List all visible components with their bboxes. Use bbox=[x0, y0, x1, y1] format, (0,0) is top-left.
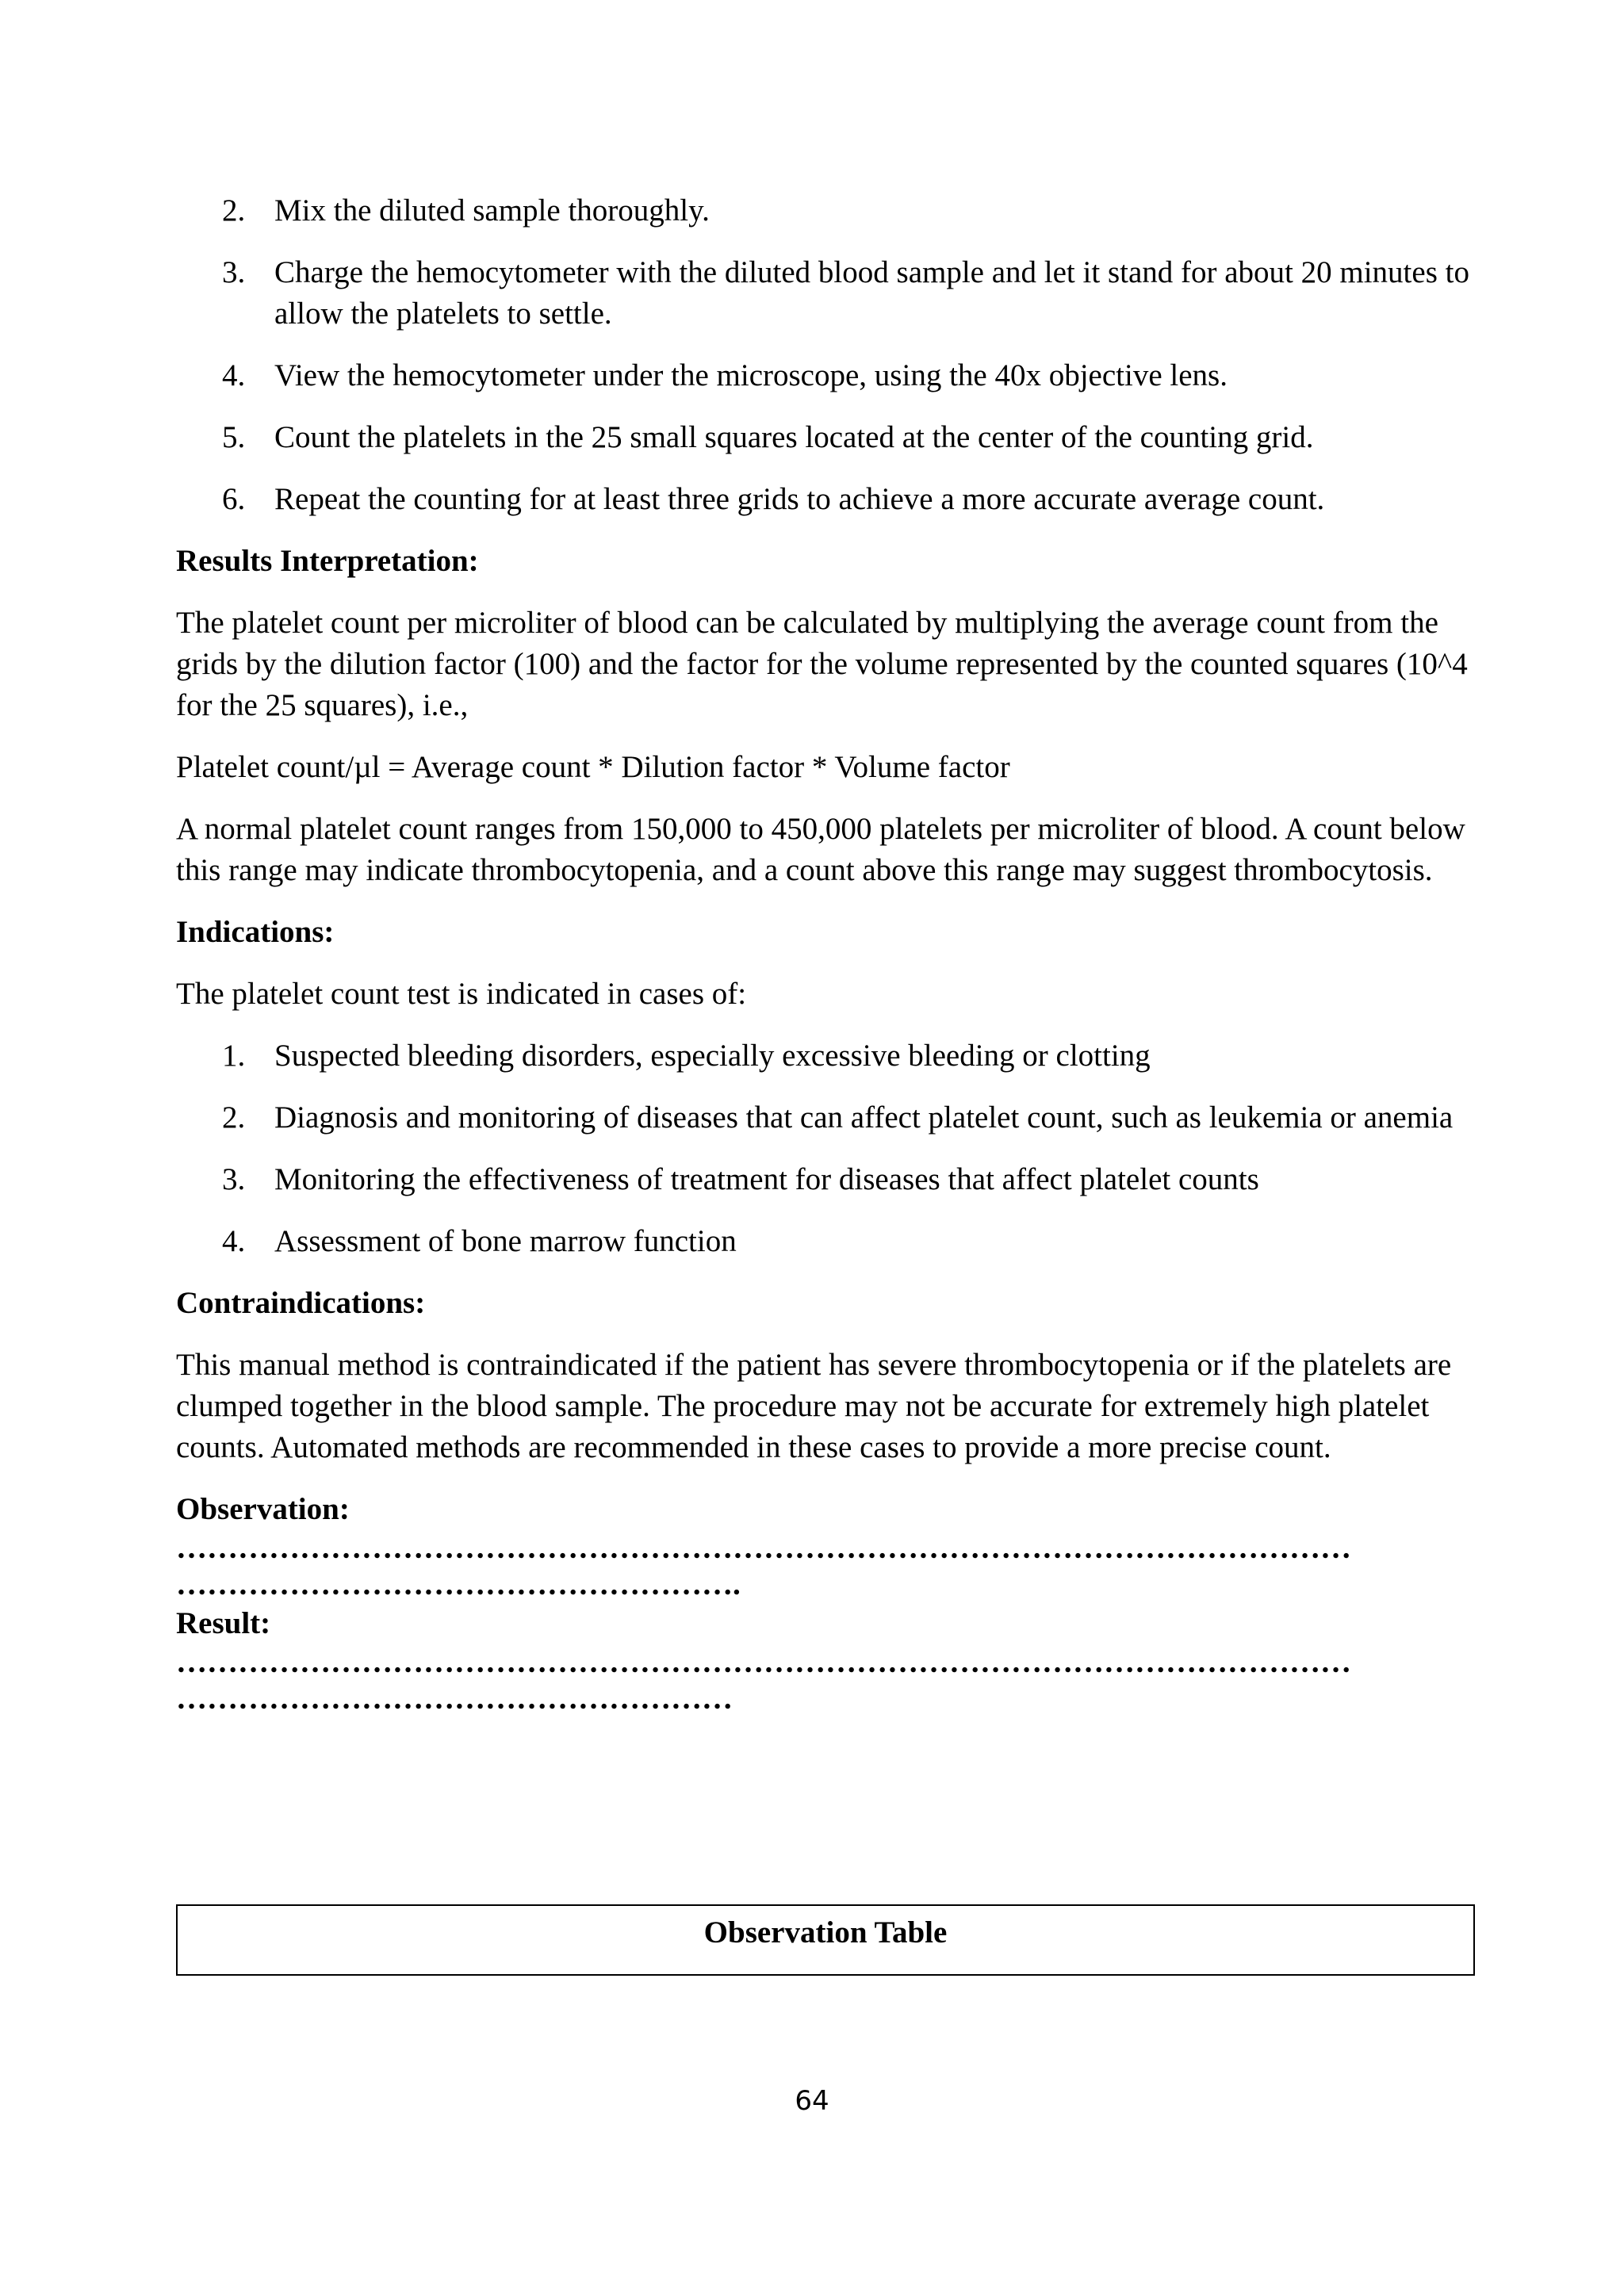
list-item bbox=[176, 1035, 1477, 1077]
contraindications-heading: Contraindications: bbox=[176, 1286, 426, 1320]
list-text: View the hemocytometer under the microscope, using the 40x objective lens. bbox=[274, 358, 1228, 392]
list-item bbox=[176, 1159, 1477, 1200]
list-number: 2. bbox=[222, 1100, 246, 1135]
observation-dotted-line: ………………………………………………. bbox=[176, 1567, 741, 1601]
list-text: Repeat the counting for at least three grids to achieve a more accurate average count. bbox=[274, 482, 1325, 516]
observation-table bbox=[176, 1904, 1475, 1976]
list-text: Diagnosis and monitoring of diseases that can affect platelet count, such as leukemia or anemia bbox=[274, 1100, 1454, 1135]
result-dotted-line: ……………………………………………… bbox=[176, 1682, 733, 1716]
indications-intro: The platelet count test is indicated in cases of: bbox=[176, 977, 747, 1011]
list-number: 4. bbox=[222, 358, 246, 392]
observation-dotted-line: …………………………………………………………………………………………………… bbox=[176, 1531, 1351, 1565]
list-text: Assessment of bone marrow function bbox=[274, 1224, 737, 1258]
observation-table-title: Observation Table bbox=[703, 1915, 948, 1950]
list-number: 3. bbox=[222, 255, 246, 289]
results-interpretation-heading: Results Interpretation: bbox=[176, 544, 479, 578]
list-text: Monitoring the effectiveness of treatment for diseases that affect platelet counts bbox=[274, 1162, 1259, 1196]
indications-list bbox=[176, 1035, 1477, 1262]
list-number: 5. bbox=[222, 420, 246, 454]
page-content bbox=[176, 190, 1477, 1717]
results-interpretation-paragraph: The platelet count per microliter of blood can be calculated by multiplying the average count from the grids by the dilution factor (100) and the factor for the volume represented by the counted squares (10^4 for the 25 squares), i.e., bbox=[176, 606, 1468, 722]
observation-heading: Observation: bbox=[176, 1492, 350, 1526]
result-heading: Result: bbox=[176, 1606, 271, 1640]
list-item bbox=[176, 355, 1477, 396]
page-number: 64 bbox=[795, 2085, 829, 2117]
list-number: 3. bbox=[222, 1162, 246, 1196]
list-number: 6. bbox=[222, 482, 246, 516]
list-text: Suspected bleeding disorders, especially excessive bleeding or clotting bbox=[274, 1039, 1151, 1073]
normal-range-paragraph: A normal platelet count ranges from 150,000 to 450,000 platelets per microliter of blood. A count below this range may indicate thrombocytopenia, and a count above this range may suggest thrombocytosis. bbox=[176, 812, 1465, 887]
list-item bbox=[176, 190, 1477, 232]
list-number: 4. bbox=[222, 1224, 246, 1258]
result-dotted-line: …………………………………………………………………………………………………… bbox=[176, 1645, 1351, 1679]
list-item bbox=[176, 417, 1477, 458]
list-text: Count the platelets in the 25 small squares located at the center of the counting grid. bbox=[274, 420, 1314, 454]
procedure-steps-list bbox=[176, 190, 1477, 520]
list-item bbox=[176, 479, 1477, 520]
list-item bbox=[176, 1221, 1477, 1262]
platelet-count-formula: Platelet count/µl = Average count * Dilution factor * Volume factor bbox=[176, 750, 1010, 784]
list-number: 2. bbox=[222, 193, 246, 228]
indications-heading: Indications: bbox=[176, 915, 335, 949]
list-number: 1. bbox=[222, 1039, 246, 1073]
list-text: Charge the hemocytometer with the diluted blood sample and let it stand for about 20 minutes to allow the platelets to settle. bbox=[274, 255, 1469, 331]
list-item bbox=[176, 1097, 1477, 1138]
list-text: Mix the diluted sample thoroughly. bbox=[274, 193, 710, 228]
contraindications-paragraph: This manual method is contraindicated if the patient has severe thrombocytopenia or if the platelets are clumped together in the blood sample. The procedure may not be accurate for extremely high platelet counts. Automated methods are recommended in these cases to provide a more precise count. bbox=[176, 1348, 1452, 1464]
list-item bbox=[176, 252, 1477, 335]
